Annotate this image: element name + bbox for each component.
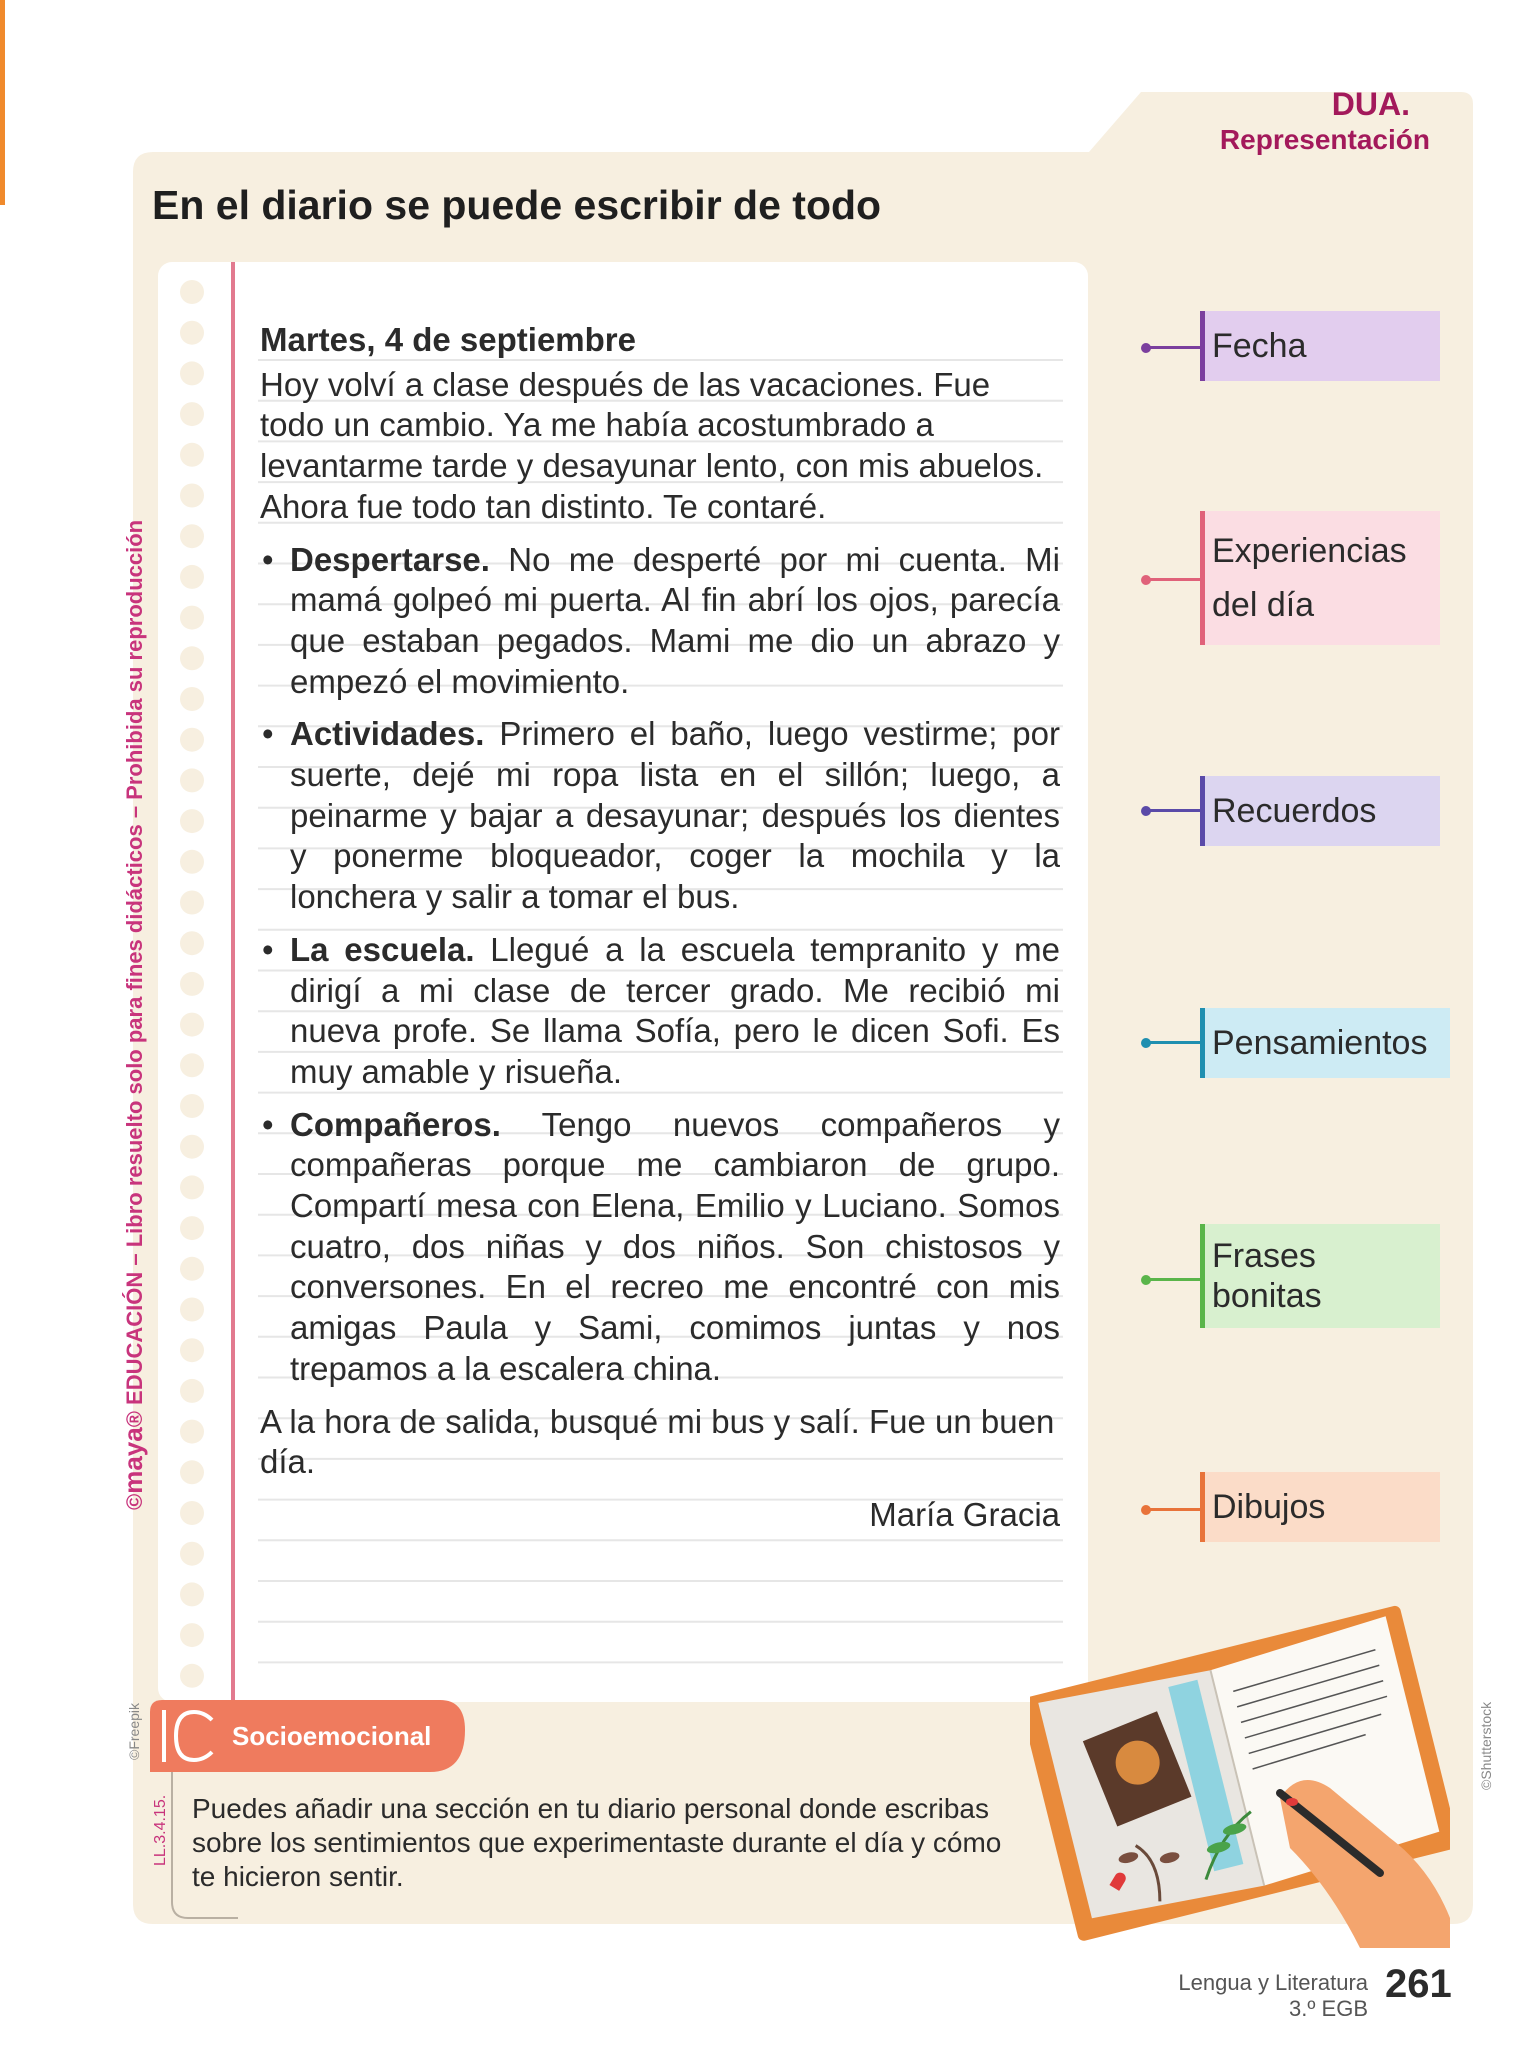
binding-hole (180, 768, 204, 792)
tag-connector-pensamientos (1145, 1041, 1200, 1044)
binding-hole (180, 809, 204, 833)
tag-connector-experiencias (1145, 578, 1200, 581)
binding-hole (180, 1379, 204, 1403)
diary-date: Martes, 4 de septiembre (260, 321, 636, 358)
binding-hole (180, 646, 204, 670)
tag-bar (1200, 1472, 1205, 1542)
connector-dot-icon (1141, 343, 1151, 353)
tag-connector-dibujos (1145, 1508, 1200, 1511)
binding-hole (180, 321, 204, 345)
bullet-icon: • (262, 540, 274, 578)
diary-signature: María Gracia (869, 1495, 1060, 1533)
binding-hole (180, 565, 204, 589)
diary-item-heading: La escuela. (290, 930, 475, 968)
diary-intro: Hoy volví a clase después de las vacaciones. Fue todo un cambio. Ya me había acostumbrado a levantarme tarde y desayunar lento, con mis abuelos. Ahora fue todo tan distinto. Te contaré. (260, 365, 1044, 525)
tag-bar (1200, 1008, 1205, 1078)
diary-item-text: Primero el baño, luego vestirme; por suerte, dejé mi ropa lista en el sillón; luego, a peinarme y bajar a desayunar; después los dientes y ponerme bloqueador, coger la mochila y la lonchera y salir a tomar el bus. (290, 715, 1060, 916)
binding-hole (180, 1664, 204, 1688)
diary-writing-illustration (1030, 1588, 1450, 1948)
binding-hole (180, 1338, 204, 1362)
binding-hole (180, 1501, 204, 1525)
diary-item-text: Tengo nuevos compañeros y compañeras porque me cambiaron de grupo. Compartí mesa con Elena, Emilio y Luciano. Somos cuatro, dos niñas y dos niños. Son chistosos y conversones. En el recreo me encontré con mis amigas Paula y Sami, comimos juntas y nos trepamos a la escalera china. (290, 1105, 1060, 1387)
diary-item-escuela (260, 930, 1060, 1093)
binding-hole (180, 1257, 204, 1281)
edge-color-strip (0, 0, 5, 205)
binding-hole (180, 972, 204, 996)
tag-connector-recuerdos (1145, 809, 1200, 812)
binding-hole (180, 402, 204, 426)
connector-dot-icon (1141, 1505, 1151, 1515)
binding-hole (180, 1175, 204, 1199)
binding-hole (180, 850, 204, 874)
connector-dot-icon (1141, 575, 1151, 585)
footer-grade: 3.º EGB (1289, 1996, 1368, 2021)
tag-label: Recuerdos (1212, 791, 1377, 830)
connector-dot-icon (1141, 1038, 1151, 1048)
binding-hole (180, 1013, 204, 1037)
socioemotional-label: Socioemocional (232, 1721, 432, 1751)
binding-hole (180, 1094, 204, 1118)
tag-pensamientos (1200, 1008, 1450, 1078)
binding-hole (180, 687, 204, 711)
binding-hole (180, 1216, 204, 1240)
diary-entry (260, 320, 1060, 1536)
binding-hole (180, 1298, 204, 1322)
binding-hole (180, 1053, 204, 1077)
page-number: 261 (1385, 1962, 1452, 2006)
bullet-icon: • (262, 930, 274, 968)
diary-closing: A la hora de salida, busqué mi bus y salí. Fue un buen día. (260, 1402, 1055, 1481)
diary-item-despertarse (260, 540, 1060, 703)
tag-label: Frases bonitas (1212, 1237, 1322, 1315)
binding-hole (180, 1420, 204, 1444)
dua-subtitle: Representación (1219, 124, 1430, 155)
binding-hole (180, 443, 204, 467)
curriculum-code: LL.3.4.15. (152, 1794, 169, 1866)
binding-hole (180, 280, 204, 304)
tag-recuerdos (1200, 776, 1440, 846)
binding-hole (180, 606, 204, 630)
tag-dibujos (1200, 1472, 1440, 1542)
socioemotional-text: Puedes añadir una sección en tu diario personal donde escribas sobre los sentimientos que experimentaste durante el día y cómo te hicieron sentir. (192, 1793, 1002, 1892)
diary-item-text: Llegué a la escuela tempranito y me dirigí a mi clase de tercer grado. Me recibió mi nueva profe. Se llama Sofía, pero le dicen Sofi. Es muy amable y risueña. (290, 930, 1060, 1090)
tag-bar (1200, 511, 1205, 645)
diary-item-heading: Despertarse. (290, 540, 490, 578)
binding-hole (180, 931, 204, 955)
diary-item-companeros (260, 1105, 1060, 1390)
binding-hole (180, 1135, 204, 1159)
binding-hole (180, 524, 204, 548)
page-title: En el diario se puede escribir de todo (152, 182, 882, 228)
binding-hole (180, 1542, 204, 1566)
tag-bar (1200, 311, 1205, 381)
binding-hole (180, 1582, 204, 1606)
copyright-notice (118, 520, 149, 1510)
tag-experiencias (1200, 511, 1440, 645)
connector-dot-icon (1141, 806, 1151, 816)
binding-hole (180, 728, 204, 752)
tag-bar (1200, 1224, 1205, 1328)
tag-connector-frases (1145, 1278, 1200, 1281)
tag-label: Pensamientos (1212, 1023, 1428, 1062)
tag-label: Experiencias del día (1212, 532, 1407, 624)
tag-label: Dibujos (1212, 1487, 1326, 1526)
footer-subject: Lengua y Literatura (1178, 1970, 1368, 1995)
tag-connector-fecha (1145, 346, 1200, 349)
copyright-text: ® EDUCACIÓN – Libro resuelto solo para fines didácticos – Prohibida su reproducción (122, 519, 147, 1428)
image-credit-left: ©Freepik (126, 1703, 142, 1760)
tag-bar (1200, 776, 1205, 846)
diary-item-actividades (260, 714, 1060, 918)
tag-fecha (1200, 311, 1440, 381)
binding-hole (180, 1623, 204, 1647)
binding-hole (180, 1460, 204, 1484)
binding-hole (180, 484, 204, 508)
diary-item-heading: Actividades. (290, 715, 485, 753)
binding-hole (180, 891, 204, 915)
image-credit-right: ©Shutterstock (1478, 1701, 1494, 1790)
dua-title: DUA. (1331, 86, 1410, 122)
diary-item-text: No me desperté por mi cuenta. Mi mamá golpeó mi puerta. Al fin abrí los ojos, parecía que estaban pegados. Mami me dio un abrazo y empezó el movimiento. (290, 540, 1060, 700)
connector-dot-icon (1141, 1275, 1151, 1285)
bullet-icon: • (262, 715, 274, 753)
tag-label: Fecha (1212, 326, 1307, 365)
copyright-prefix: © (122, 1493, 147, 1510)
binding-hole (180, 361, 204, 385)
diary-item-heading: Compañeros. (290, 1105, 501, 1143)
brand-logo-text: maya (118, 1427, 148, 1494)
bullet-icon: • (262, 1105, 274, 1143)
tag-frases (1200, 1224, 1440, 1328)
